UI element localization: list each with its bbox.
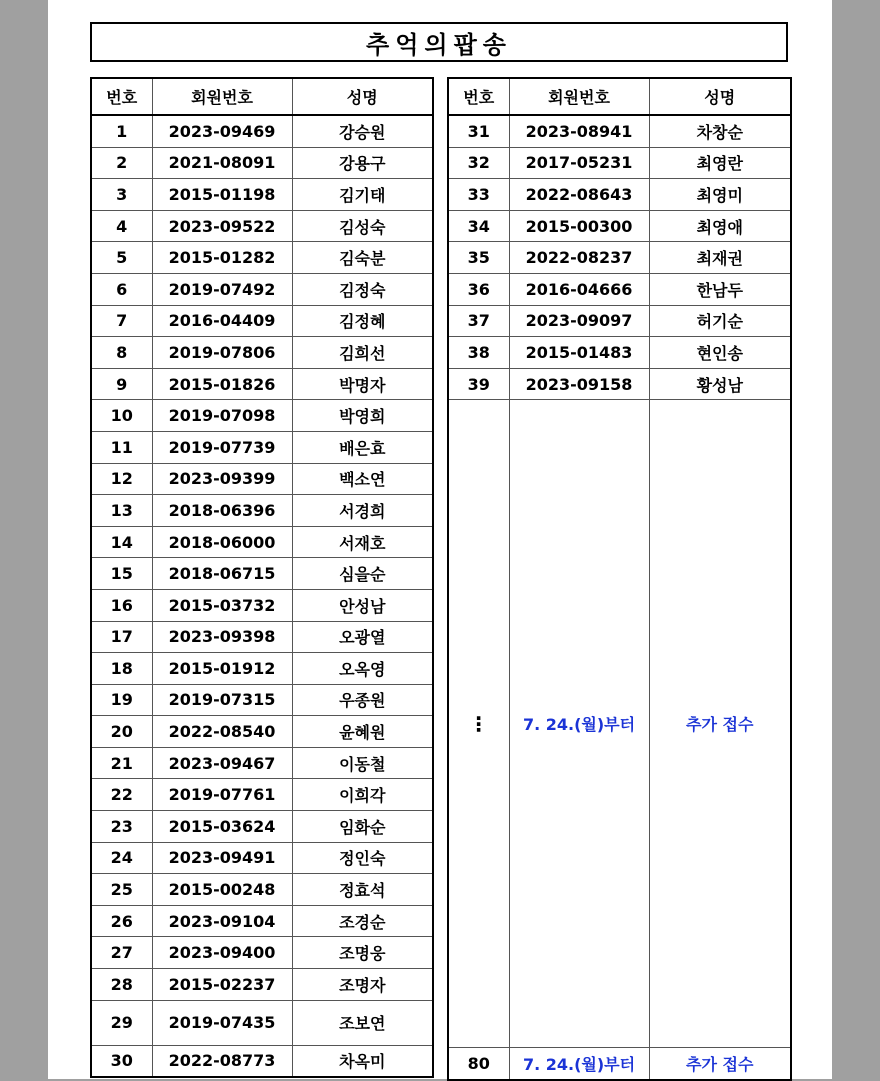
table-row [91,368,433,400]
cell-member-no: 2015-01198 [152,179,292,211]
last-note-cell: 추가 접수 [649,1048,791,1080]
cell-member-no: 2019-07098 [152,400,292,432]
cell-no: 17 [91,621,152,653]
table-row [91,1045,433,1077]
cell-name: 차창순 [649,115,791,147]
cell-member-no: 2022-08773 [152,1045,292,1077]
cell-no: 2 [91,147,152,179]
cell-no: 12 [91,463,152,495]
cell-no: 25 [91,874,152,906]
cell-member-no: 2015-00248 [152,874,292,906]
cell-no: 32 [448,147,509,179]
cell-member-no: 2019-07492 [152,273,292,305]
cell-name: 강승원 [292,115,433,147]
table-row [91,400,433,432]
cell-member-no: 2021-08091 [152,147,292,179]
table-row [91,210,433,242]
cell-name: 허기순 [649,305,791,337]
header-no: 번호 [448,78,509,115]
table-row [91,779,433,811]
cell-member-no: 2019-07806 [152,337,292,369]
page-title: 추억의팝송 [90,22,788,62]
table-row [91,558,433,590]
cell-no: 16 [91,589,152,621]
cell-no: 31 [448,115,509,147]
table-row [91,463,433,495]
table-row [448,147,791,179]
table-row [448,305,791,337]
cell-member-no: 2015-01483 [509,337,649,369]
table-row [448,210,791,242]
cell-name: 조명웅 [292,937,433,969]
cell-name: 서경희 [292,495,433,527]
table-row [91,337,433,369]
cell-no: 36 [448,273,509,305]
table-row [91,1000,433,1045]
filler-date-cell: 7. 24.(월)부터 [509,400,649,1048]
cell-member-no: 2022-08643 [509,179,649,211]
table-row [91,273,433,305]
ellipsis-cell: ⋮ [448,400,509,1048]
table-row [91,621,433,653]
cell-no: 30 [91,1045,152,1077]
cell-member-no: 2015-02237 [152,969,292,1001]
cell-name: 김정혜 [292,305,433,337]
cell-member-no: 2023-09104 [152,905,292,937]
table-row [91,305,433,337]
cell-member-no: 2023-09469 [152,115,292,147]
cell-name: 조보연 [292,1000,433,1045]
cell-member-no: 2016-04409 [152,305,292,337]
cell-no: 1 [91,115,152,147]
cell-name: 차옥미 [292,1045,433,1077]
table-row [448,242,791,274]
cell-member-no: 2018-06715 [152,558,292,590]
cell-name: 김희선 [292,337,433,369]
table-row [91,589,433,621]
table-row [91,179,433,211]
table-row [448,179,791,211]
cell-no: 6 [91,273,152,305]
filler-row [448,400,791,1048]
cell-name: 조경순 [292,905,433,937]
cell-member-no: 2023-09467 [152,747,292,779]
table-header-row [448,78,791,115]
table-row [91,653,433,685]
table-header-row [91,78,433,115]
cell-member-no: 2015-01282 [152,242,292,274]
cell-member-no: 2023-09398 [152,621,292,653]
table-row [91,874,433,906]
document-page [48,0,832,1079]
cell-no: 26 [91,905,152,937]
cell-member-no: 2017-05231 [509,147,649,179]
cell-no: 9 [91,368,152,400]
cell-member-no: 2023-09399 [152,463,292,495]
cell-name: 황성남 [649,368,791,400]
cell-member-no: 2015-03624 [152,811,292,843]
cell-no: 33 [448,179,509,211]
cell-no: 7 [91,305,152,337]
cell-no: 24 [91,842,152,874]
cell-name: 서재호 [292,526,433,558]
cell-member-no: 2023-08941 [509,115,649,147]
cell-name: 이희각 [292,779,433,811]
cell-name: 한남두 [649,273,791,305]
cell-member-no: 2016-04666 [509,273,649,305]
cell-no: 39 [448,368,509,400]
header-name: 성명 [292,78,433,115]
cell-name: 최영미 [649,179,791,211]
cell-name: 김숙분 [292,242,433,274]
header-no: 번호 [91,78,152,115]
cell-no: 3 [91,179,152,211]
member-table-left [90,77,434,1078]
cell-member-no: 2023-09400 [152,937,292,969]
cell-name: 박영희 [292,400,433,432]
cell-no: 37 [448,305,509,337]
table-row [91,495,433,527]
cell-no: 14 [91,526,152,558]
table-row [448,337,791,369]
filler-note-cell: 추가 접수 [649,400,791,1048]
last-date-cell: 7. 24.(월)부터 [509,1048,649,1080]
cell-no: 22 [91,779,152,811]
cell-no: 23 [91,811,152,843]
cell-no: 27 [91,937,152,969]
cell-no: 15 [91,558,152,590]
cell-member-no: 2015-00300 [509,210,649,242]
cell-name: 정효석 [292,874,433,906]
cell-member-no: 2023-09522 [152,210,292,242]
header-member-no: 회원번호 [152,78,292,115]
table-row [91,811,433,843]
cell-member-no: 2023-09097 [509,305,649,337]
cell-member-no: 2015-01826 [152,368,292,400]
cell-name: 오옥영 [292,653,433,685]
cell-name: 심을순 [292,558,433,590]
header-name: 성명 [649,78,791,115]
cell-member-no: 2019-07435 [152,1000,292,1045]
header-member-no: 회원번호 [509,78,649,115]
cell-no: 28 [91,969,152,1001]
cell-no: 11 [91,431,152,463]
table-row [91,431,433,463]
cell-no: 20 [91,716,152,748]
cell-no: 8 [91,337,152,369]
cell-no: 13 [91,495,152,527]
cell-no: 19 [91,684,152,716]
cell-no: 34 [448,210,509,242]
table-row [91,842,433,874]
cell-member-no: 2019-07761 [152,779,292,811]
cell-no: 29 [91,1000,152,1045]
cell-name: 정인숙 [292,842,433,874]
table-row [91,716,433,748]
cell-name: 김정숙 [292,273,433,305]
cell-member-no: 2019-07315 [152,684,292,716]
table-row [448,115,791,147]
cell-name: 최영애 [649,210,791,242]
member-table-right [447,77,792,1081]
table-row [91,684,433,716]
cell-name: 우종원 [292,684,433,716]
cell-name: 윤혜원 [292,716,433,748]
cell-no: 4 [91,210,152,242]
table-row [91,147,433,179]
cell-name: 최영란 [649,147,791,179]
cell-no: 80 [448,1048,509,1080]
cell-member-no: 2018-06000 [152,526,292,558]
cell-member-no: 2023-09158 [509,368,649,400]
cell-name: 강용구 [292,147,433,179]
cell-name: 임화순 [292,811,433,843]
cell-member-no: 2019-07739 [152,431,292,463]
table-row [448,368,791,400]
cell-name: 백소연 [292,463,433,495]
cell-name: 배은효 [292,431,433,463]
last-row [448,1048,791,1080]
cell-member-no: 2022-08540 [152,716,292,748]
cell-member-no: 2018-06396 [152,495,292,527]
cell-name: 오광열 [292,621,433,653]
cell-name: 이동철 [292,747,433,779]
table-row [91,905,433,937]
table-row [448,273,791,305]
cell-name: 현인송 [649,337,791,369]
cell-no: 5 [91,242,152,274]
cell-name: 안성남 [292,589,433,621]
table-row [91,937,433,969]
table-row [91,969,433,1001]
cell-member-no: 2022-08237 [509,242,649,274]
cell-no: 21 [91,747,152,779]
table-row [91,115,433,147]
cell-member-no: 2023-09491 [152,842,292,874]
cell-name: 김기태 [292,179,433,211]
cell-no: 38 [448,337,509,369]
cell-name: 김성숙 [292,210,433,242]
table-row [91,242,433,274]
cell-member-no: 2015-03732 [152,589,292,621]
table-row [91,526,433,558]
cell-no: 35 [448,242,509,274]
cell-no: 18 [91,653,152,685]
cell-name: 최재권 [649,242,791,274]
table-row [91,747,433,779]
cell-name: 조명자 [292,969,433,1001]
cell-member-no: 2015-01912 [152,653,292,685]
cell-no: 10 [91,400,152,432]
cell-name: 박명자 [292,368,433,400]
